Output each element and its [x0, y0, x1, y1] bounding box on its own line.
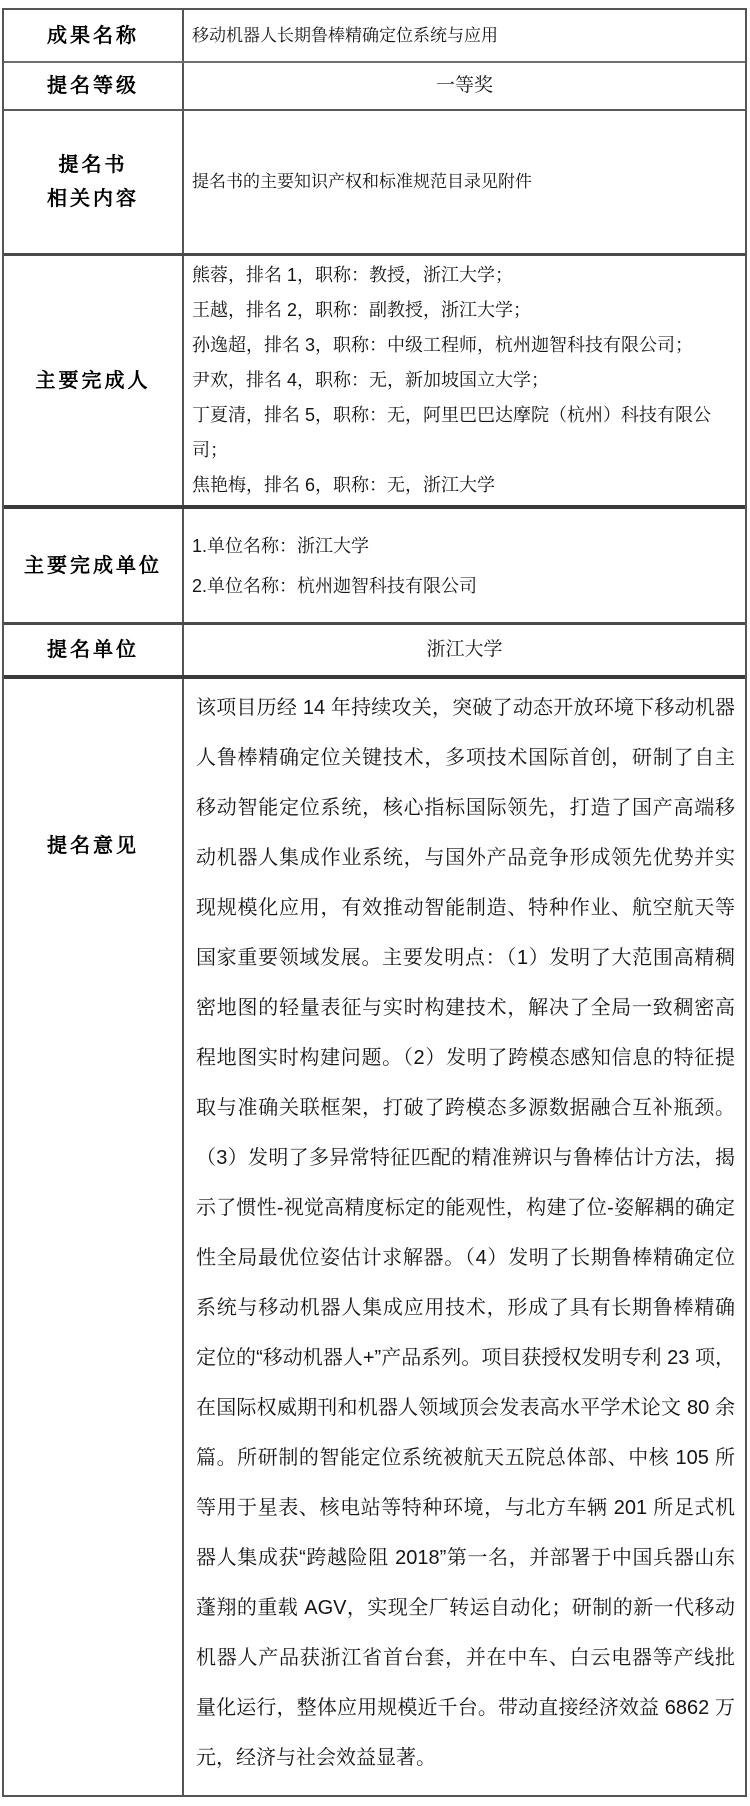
main-units-label [4, 509, 184, 622]
achievement-name-value-cell [184, 10, 745, 61]
table-row-achievement-name [4, 10, 745, 61]
nomination-opinion-text: 该项目历经 14 年持续攻关，突破了动态开放环境下移动机器人鲁棒精确定位关键技术，多项技术国际首创，研制了自主移动智能定位系统，核心指标国际领先，打造了国产高端移动机器人集成作业系统，与国外产品竞争形成领先优势并实现规模化应用，有效推动智能制造、特种作业、航空航天等国家重要领域发展。主要发明点：（1）发明了大范围高精稠密地图的轻量表征与实时构建技术，解决了全局一致稠密高程地图实时构建问题。（2）发明了跨模态感知信息的特征提取与准确关联框架，打破了跨模态多源数据融合互补瓶颈。（3）发明了多异常特征匹配的精准辨识与鲁棒估计方法，揭示了惯性-视觉高精度标定的能观性，构建了位-姿解耦的确定性全局最优位姿估计求解器。（4）发明了长期鲁棒精确定位系统与移动机器人集成应用技术，形成了具有长期鲁棒精确定位的“移动机器人+”产品系列。项目获授权发明专利 23 项，在国际权威期刊和机器人领域顶会发表高水平学术论文 80 余篇。所研制的智能定位系统被航天五院总体部、中核 105 所等用于星表、核电站等特种环境，与北方车辆 201 所足式机器人集成获“跨越险阻 2018”第一名，并部署于中国兵器山东蓬翔的重载 AGV，实现全厂转运自动化；研制的新一代移动机器人产品获浙江省首台套，并在中车、白云电器等产线批量化运行，整体应用规模近千台。带动直接经济效益 6862 万元，经济与社会效益显著。 [196, 697, 735, 1769]
label-text: 提名单位 [47, 639, 139, 661]
table-row-main-contributors [4, 253, 745, 505]
label-text-line2: 相关内容 [47, 188, 139, 210]
label-text-line1: 提名书 [58, 154, 128, 176]
label-text: 主要完成单位 [24, 554, 162, 577]
nomination-grade-value: 一等奖 [435, 75, 493, 96]
label-text: 提名等级 [47, 75, 139, 97]
table-row-nomination-opinion [4, 675, 745, 1795]
contributor-line: 王越，排名 2，职称：副教授，浙江大学； [192, 300, 532, 320]
contributor-line: 焦艳梅，排名 6，职称：无，浙江大学 [192, 475, 496, 495]
main-contributors-label [4, 256, 184, 505]
nomination-book-value-cell [184, 111, 745, 253]
table-row-nominating-unit [4, 622, 745, 675]
nominating-unit-label [4, 625, 184, 675]
table-row-nomination-grade [4, 61, 745, 109]
main-contributors-value-cell [184, 256, 745, 505]
nomination-table [2, 8, 747, 1797]
table-row-main-units [4, 505, 745, 622]
nomination-grade-label [4, 63, 184, 109]
main-units-value-cell [184, 509, 745, 622]
label-text: 主要完成人 [35, 369, 151, 392]
nomination-opinion-value-cell [184, 679, 745, 1795]
nomination-grade-value-cell [184, 63, 745, 109]
label-text: 提名意见 [47, 835, 139, 857]
nomination-book-value: 提名书的主要知识产权和标准规范目录见附件 [192, 172, 532, 191]
contributor-line: 熊蓉，排名 1，职称：教授，浙江大学； [192, 265, 514, 285]
label-text: 成果名称 [47, 24, 139, 47]
nomination-opinion-label [4, 679, 184, 1795]
nominating-unit-value-cell [184, 625, 745, 675]
contributor-line: 尹欢，排名 4，职称：无，新加坡国立大学； [192, 370, 550, 390]
nominating-unit-value: 浙江大学 [426, 639, 503, 660]
unit-line: 2.单位名称：杭州迦智科技有限公司 [192, 575, 478, 596]
contributor-line: 孙逸超，排名 3，职称：中级工程师，杭州迦智科技有限公司； [192, 335, 694, 355]
table-row-nomination-book-content [4, 109, 745, 253]
achievement-name-label [4, 10, 184, 61]
contributor-line: 丁夏清，排名 5，职称：无，阿里巴巴达摩院（杭州）科技有限公司； [192, 405, 712, 460]
achievement-name-value: 移动机器人长期鲁棒精确定位系统与应用 [192, 25, 498, 45]
unit-line: 1.单位名称：浙江大学 [192, 535, 370, 556]
nomination-book-label [4, 111, 184, 253]
